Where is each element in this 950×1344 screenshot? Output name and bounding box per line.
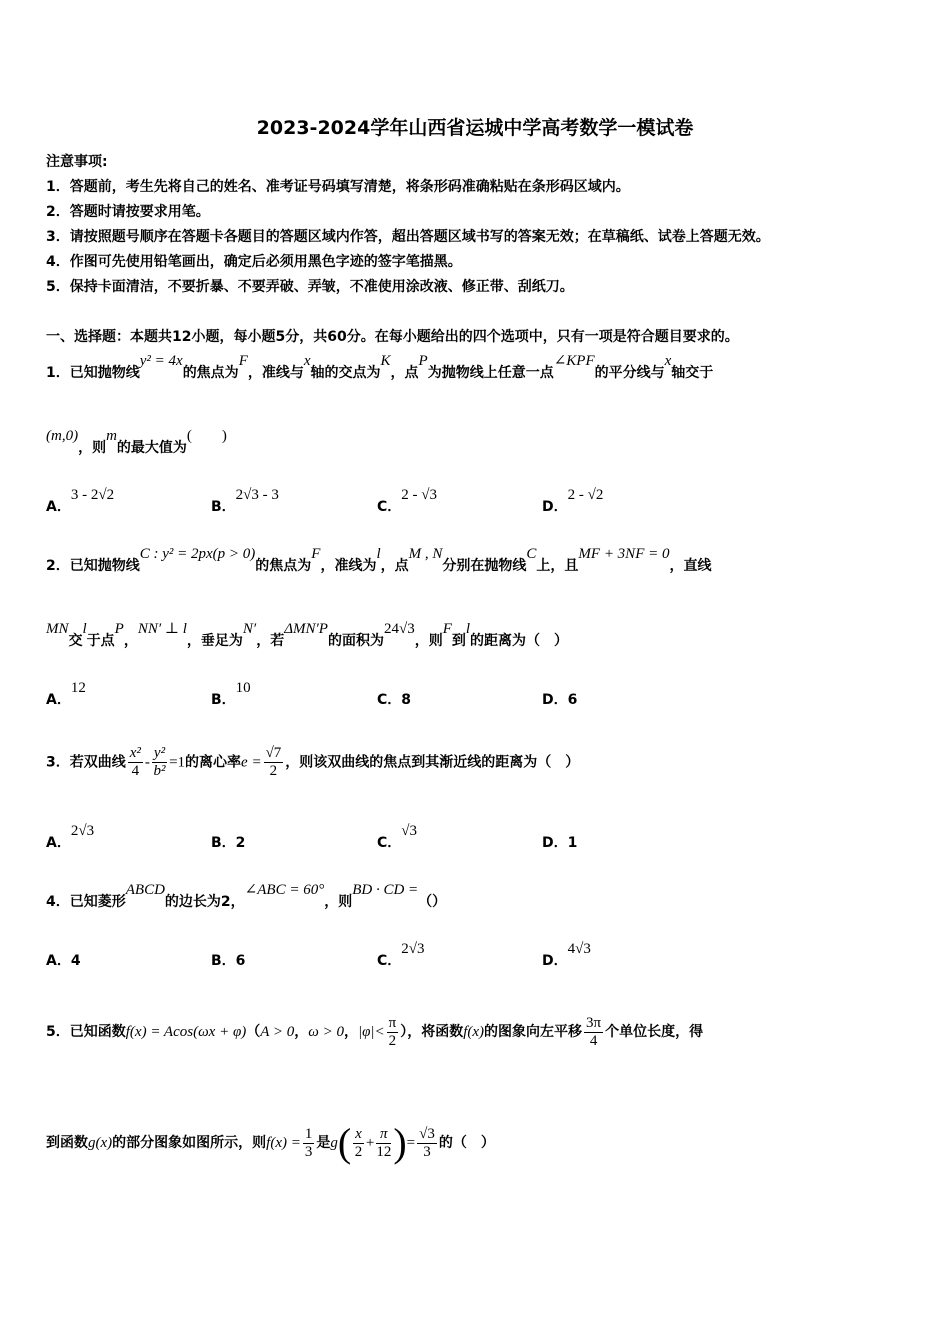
notice-item: 3．请按照题号顺序在答题卡各题目的答题区域内作答，超出答题区域书写的答案无效；在草稿纸、试卷上答题无效。 [46,229,770,245]
notice-item: 5．保持卡面清洁，不要折暴、不要弄破、弄皱，不准使用涂改液、修正带、刮纸刀。 [46,279,574,295]
q1-option-a[interactable]: A．3 - 2√2 [46,487,115,515]
question-2-line-1: 2．已知抛物线C : y² = 2px(p > 0)的焦点为F，准线为l，点M , N分别在抛物线C上，且MF + 3NF = 0，直线 [46,546,712,574]
q4-option-d[interactable]: D．4√3 [542,941,591,969]
q4-option-b[interactable]: B．6 [211,953,246,969]
right-paren: ) [393,1120,407,1165]
q4-option-a[interactable]: A．4 [46,953,81,969]
fraction: $\frac{√3}{3}$ [419,1125,435,1160]
question-1-line-1: 1．已知抛物线y² = 4x的焦点为F，准线与x轴的交点为K，点P为抛物线上任意一点∠KPF的平分线与x轴交于 [46,353,714,381]
fraction: $\frac{1}{3}$ [304,1125,313,1160]
section-heading: 一、选择题：本题共12小题，每小题5分，共60分。在每小题给出的四个选项中，只有一项是符合题目要求的。 [46,329,739,345]
fraction: $\frac{\pi}{2}$ [388,1014,397,1049]
q1-option-b[interactable]: B．2√3 - 3 [211,487,279,515]
left-paren: ( [337,1120,352,1165]
fraction: $\frac{3\pi}{4}$ [586,1014,602,1049]
question-5-line-1: 5．已知函数f(x) = Acos(ωx + φ)（A > 0，ω > 0，|φ|< $\frac{\pi}{2}$ ），将函数f(x)的图象向左平移 $\frac{3\pi}{4}$ 个单位长度，得 [46,1014,704,1049]
q3-option-d[interactable]: D．1 [542,835,578,851]
q4-option-c[interactable]: C．2√3 [377,941,425,969]
notice-item: 2．答题时请按要求用笔。 [46,204,210,220]
notice-heading: 注意事项: [46,154,108,170]
q1-option-d[interactable]: D．2 - √2 [542,487,604,515]
fraction: $\frac{\pi}{12}$ [376,1125,392,1160]
question-4: 4．已知菱形ABCD的边长为2，∠ABC = 60°，则BD · CD =（） [46,882,447,910]
q2-option-c[interactable]: C．8 [377,692,412,708]
q3-option-c[interactable]: C．√3 [377,823,418,851]
q2-option-d[interactable]: D．6 [542,692,578,708]
fraction: $\frac{√7}{2}$ [265,745,282,779]
fraction: $\frac{\text{x²}}{4}$ [129,745,141,779]
fraction: $\frac{\text{y²}}{\text{b²}}$ [153,745,166,779]
notice-item: 4．作图可先使用铅笔画出，确定后必须用黑色字迹的签字笔描黑。 [46,254,462,270]
page-title: 2023-2024学年山西省运城中学高考数学一模试卷 [256,117,694,139]
fraction: $\frac{x}{2}$ [354,1125,363,1160]
q2-option-b[interactable]: B．10 [211,680,251,708]
notice-item: 1．答题前，考生先将自己的姓名、准考证号码填写清楚，将条形码准确粘贴在条形码区域内。 [46,179,630,195]
question-5-line-2: 到函数g(x)的部分图象如图所示，则f(x) = $\frac{1}{3}$ 是g( $\frac{x}{2}$ + $\frac{\pi}{12}$ )= $\frac{√3}{3}$ 的（ ） [46,1120,495,1165]
q3-option-a[interactable]: A．2√3 [46,823,95,851]
question-3: 3．若双曲线 $\frac{\text{x²}}{4}$ - $\frac{\text{y²}}{\text{b²}}$ =1的离心率e = $\frac{√7}{2}$ ，则该双曲线的焦点到其渐近线的距离为（ ） [46,745,580,779]
question-1-line-2: (m,0)，则m的最大值为( ) [46,428,227,456]
q3-option-b[interactable]: B．2 [211,835,246,851]
question-2-line-2: MN交l于点P，NN′ ⊥ l，垂足为N′，若ΔMN′P的面积为24√3，则F到l的距离为（ ） [46,621,569,649]
q1-option-c[interactable]: C．2 - √3 [377,487,438,515]
q2-option-a[interactable]: A．12 [46,680,86,708]
